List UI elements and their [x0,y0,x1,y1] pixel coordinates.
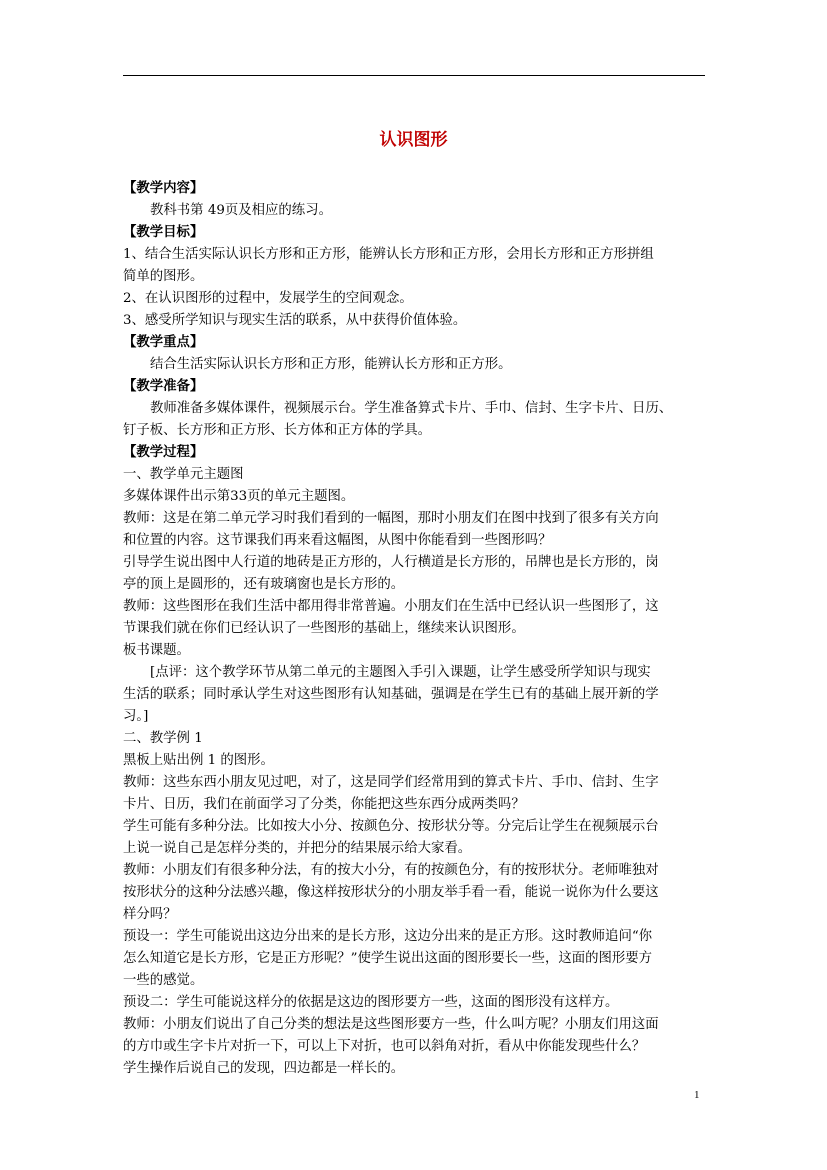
header-rule [123,75,705,76]
text-line: 按形状分的这种分法感兴趣，像这样按形状分的小朋友举手看一看，能说一说你为什么要这 [123,885,659,900]
text-line: 学生可能有多种分法。比如按大小分、按颜色分、按形状分等。分完后让学生在视频展示台 [123,819,659,834]
text-line: 教师：小朋友们说出了自己分类的想法是这些图形要方一些，什么叫方呢？小朋友们用这面 [123,1017,659,1032]
text-line: 引导学生说出图中人行道的地砖是正方形的，人行横道是长方形的，吊牌也是长方形的，岗 [123,555,659,570]
text-line: 二、教学例 1 [123,731,203,746]
text-line: 和位置的内容。这节课我们再来看这幅图，从图中你能看到一些图形吗？ [123,533,552,548]
text-line: 钉子板、长方形和正方形、长方体和正方体的学具。 [123,423,431,438]
text-line: [点评：这个教学环节从第二单元的主题图入手引入课题，让学生感受所学知识与现实 [150,665,651,680]
text-line: 一些的感觉。 [123,973,204,988]
text-line: 的方巾或生字卡片对折一下，可以上下对折，也可以斜角对折，看从中你能发现些什么？ [123,1039,646,1054]
text-line: 怎么知道它是长方形，它是正方形呢？”使学生说出这面的图形要长一些，这面的图形要方 [123,951,653,966]
text-line: 2、在认识图形的过程中，发展学生的空间观念。 [123,291,413,306]
section-heading: 【教学过程】 [123,445,204,460]
page-number: 1 [694,1089,700,1101]
text-line: 板书课题。 [123,643,190,658]
text-line: 教师：这些图形在我们生活中都用得非常普遍。小朋友们在生活中已经认识一些图形了，这 [123,599,659,614]
text-line: 亭的顶上是圆形的，还有玻璃窗也是长方形的。 [123,577,405,592]
section-heading: 【教学准备】 [123,379,204,394]
text-line: 教师：这些东西小朋友见过吧，对了，这是同学们经常用到的算式卡片、手巾、信封、生字 [123,775,659,790]
text-line: 节课我们就在你们已经认识了一些图形的基础上，继续来认识图形。 [123,621,525,636]
text-line: 卡片、日历，我们在前面学习了分类，你能把这些东西分成两类吗？ [123,797,525,812]
text-line: 教师：这是在第二单元学习时我们看到的一幅图，那时小朋友们在图中找到了很多有关方向 [123,511,659,526]
section-heading: 【教学内容】 [123,181,204,196]
text-line: 黑板上贴出例 1 的图形。 [123,753,274,768]
section-heading: 【教学目标】 [123,225,204,240]
text-line: 多媒体课件出示第33页的单元主题图。 [123,489,355,504]
text-line: 学生操作后说自己的发现，四边都是一样长的。 [123,1061,405,1076]
text-line: 3、感受所学知识与现实生活的联系，从中获得价值体验。 [123,313,467,328]
text-line: 上说一说自己是怎样分类的，并把分的结果展示给大家看。 [123,841,472,856]
text-line: 教师准备多媒体课件，视频展示台。学生准备算式卡片、手巾、信封、生字卡片、日历、 [150,401,673,416]
text-line: 预设一：学生可能说出这边分出来的是长方形，这边分出来的是正方形。这时教师追问“你 [123,929,653,944]
text-line: 教师：小朋友们有很多种分法，有的按大小分，有的按颜色分，有的按形状分。老师唯独对 [123,863,659,878]
text-line: 结合生活实际认识长方形和正方形，能辨认长方形和正方形。 [150,357,512,372]
text-line: 样分吗？ [123,907,177,922]
section-heading: 【教学重点】 [123,335,204,350]
text-line: 习。] [123,709,149,724]
text-line: 教科书第 49页及相应的练习。 [150,203,332,218]
text-line: 1、结合生活实际认识长方形和正方形，能辨认长方形和正方形，会用长方形和正方形拼组 [123,247,654,262]
text-line: 简单的图形。 [123,269,204,284]
text-line: 生活的联系；同时承认学生对这些图形有认知基础，强调是在学生已有的基础上展开新的学 [123,687,659,702]
document-body [123,178,709,1080]
text-line: 一、教学单元主题图 [123,467,244,482]
document-title: 认识图形 [379,130,448,150]
text-line: 预设二：学生可能说这样分的依据是这边的图形要方一些，这面的图形没有这样方。 [123,995,619,1010]
